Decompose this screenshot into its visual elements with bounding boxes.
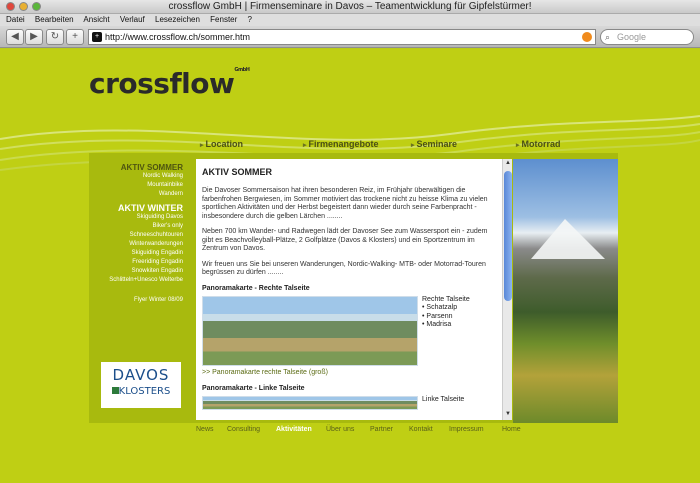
- panorama-map-right-image[interactable]: [202, 296, 418, 366]
- footer-impressum[interactable]: Impressum: [449, 426, 484, 433]
- zoom-window-icon[interactable]: [32, 2, 41, 11]
- footer-home[interactable]: Home: [502, 426, 521, 433]
- site-favicon-icon: +: [92, 32, 102, 42]
- pano2-section: [202, 396, 496, 410]
- nav-firmenangebote[interactable]: ▸ Firmenangebote: [303, 139, 378, 149]
- leftnav-bikers-only[interactable]: Biker's only: [152, 223, 183, 229]
- mountain-meadow-photo: [513, 159, 618, 423]
- pano1-item-parsenn: • Parsenn: [422, 313, 470, 322]
- main-content: [196, 159, 502, 420]
- pano1-list: [422, 296, 470, 366]
- window-title: crossflow GmbH | Firmenseminare in Davos – Teamentwicklung für Gipfelstürmer!: [168, 1, 532, 12]
- leftnav-skiguiding-engadin[interactable]: Skiguiding Engadin: [131, 250, 183, 256]
- scroll-down-icon[interactable]: ▼: [505, 411, 511, 417]
- leftnav-aktiv-winter[interactable]: AKTIV WINTER: [118, 203, 183, 213]
- forward-button[interactable]: ▶: [25, 29, 43, 45]
- footer-partner[interactable]: Partner: [370, 426, 393, 433]
- leftnav-nordic-walking[interactable]: Nordic Walking: [142, 173, 183, 179]
- menu-datei[interactable]: Datei: [6, 15, 25, 24]
- left-navigation: [89, 159, 195, 303]
- scroll-up-icon[interactable]: ▲: [505, 160, 511, 166]
- add-bookmark-button[interactable]: +: [66, 29, 84, 45]
- content-paragraph-3: Wir freuen uns Sie bei unseren Wanderungen, Nordic-Walking- MTB- oder Motorrad-Touren begrüssen zu dürfen ........: [202, 260, 486, 276]
- leftnav-flyer-winter[interactable]: Flyer Winter 08/09: [133, 297, 183, 303]
- davos-klosters-logo[interactable]: [101, 362, 181, 408]
- search-input[interactable]: [600, 29, 694, 45]
- content-paragraph-1: Die Davoser Sommersaison hat ihren besonderen Reiz, im Frühjahr überwältigen die farbenfrohen Bergwiesen, im Sommer motiviert das trockene nicht zu heisse Klima zu vielen sportlichen Aktivitäten und der Herbst begeistert dann wieder durch seine Farbenpracht - insbesondere durch die gelben Lärchen ........: [202, 187, 488, 220]
- footer-kontakt[interactable]: Kontakt: [409, 426, 433, 433]
- nav-motorrad[interactable]: ▸ Motorrad: [516, 139, 560, 149]
- search-icon: ⌕: [605, 32, 611, 42]
- mountain-peak-shape: [531, 219, 605, 259]
- leftnav-snowkiten-engadin[interactable]: Snowkiten Engadin: [131, 268, 183, 274]
- url-text: http://www.crossflow.ch/sommer.htm: [105, 32, 251, 42]
- pano2-list-title: Linke Talseite: [422, 395, 465, 403]
- menu-verlauf[interactable]: Verlauf: [119, 15, 145, 24]
- pano1-section: [202, 296, 496, 366]
- leftnav-wandern[interactable]: Wandern: [158, 191, 183, 197]
- nav-location[interactable]: ▸ Location: [200, 139, 243, 149]
- close-window-icon[interactable]: [6, 2, 15, 11]
- leftnav-freeriding-engadin[interactable]: Freeriding Engadin: [132, 259, 183, 265]
- nav-seminare[interactable]: ▸ Seminare: [411, 139, 457, 149]
- content-heading: AKTIV SOMMER: [202, 167, 273, 177]
- top-navigation: [0, 139, 700, 151]
- back-button[interactable]: ◀: [6, 29, 24, 45]
- pano1-item-schatzalp: • Schatzalp: [422, 304, 470, 313]
- leftnav-skiguiding-davos[interactable]: Skiguiding Davos: [136, 214, 183, 220]
- footer-consulting[interactable]: Consulting: [227, 426, 261, 433]
- web-page: [0, 49, 700, 483]
- leftnav-winterwanderungen[interactable]: Winterwanderungen: [129, 241, 183, 247]
- panorama-map-left-image[interactable]: [202, 396, 418, 410]
- menu-bearbeiten[interactable]: Bearbeiten: [34, 15, 74, 24]
- leftnav-mountainbike[interactable]: Mountainbike: [147, 182, 183, 188]
- url-input[interactable]: [88, 29, 596, 45]
- scrollbar-thumb[interactable]: [504, 171, 512, 301]
- footer-navigation: [0, 426, 700, 436]
- pano1-title: Panoramakarte - Rechte Talseite: [202, 284, 310, 292]
- footer-ueber-uns[interactable]: Über uns: [326, 426, 355, 433]
- pano1-list-title: Rechte Talseite: [422, 295, 470, 303]
- window-controls: [6, 2, 41, 11]
- rss-icon[interactable]: [582, 32, 592, 42]
- davos-logo-text: DAVOS: [112, 366, 170, 384]
- klosters-logo-text: KLOSTERS: [118, 386, 171, 397]
- content-paragraph-2: Neben 700 km Wander- und Radwegen lädt der Davoser See zum Wassersport ein - zudem gibt es Beachvolleyball-Plätze, 2 Golfplätze (Davos & Klosters) und ein Sportzentrum im Zentrum von Davos.: [202, 228, 488, 252]
- leftnav-schlitteln-unesco[interactable]: Schlitteln+Unesco Welterbe: [109, 277, 183, 283]
- pano2-list: [422, 396, 464, 410]
- menu-lesezeichen[interactable]: Lesezeichen: [155, 15, 200, 24]
- content-scrollbar[interactable]: [502, 159, 512, 420]
- menu-fenster[interactable]: Fenster: [210, 15, 238, 24]
- crossflow-logo[interactable]: crossflow$^{GmbH}$: [89, 67, 250, 100]
- klosters-square-icon: [112, 387, 119, 394]
- menu-bar: [0, 14, 700, 26]
- leftnav-schneeschuhtouren[interactable]: Schneeschuhtouren: [129, 232, 183, 238]
- pano1-item-madrisa: • Madrisa: [422, 321, 470, 330]
- search-placeholder: Google: [617, 32, 647, 42]
- pano1-large-link[interactable]: >> Panoramakarte rechte Talseite (groß): [202, 368, 328, 376]
- leftnav-aktiv-sommer[interactable]: AKTIV SOMMER: [120, 163, 183, 172]
- browser-toolbar: [0, 26, 700, 48]
- minimize-window-icon[interactable]: [19, 2, 28, 11]
- window-titlebar: [0, 0, 700, 14]
- reload-button[interactable]: ↻: [46, 29, 64, 45]
- footer-news[interactable]: News: [196, 426, 214, 433]
- footer-aktivitaeten[interactable]: Aktivitäten: [276, 426, 312, 433]
- pano2-title: Panoramakarte - Linke Talseite: [202, 384, 305, 392]
- menu-help[interactable]: ?: [247, 15, 252, 24]
- menu-ansicht[interactable]: Ansicht: [83, 15, 110, 24]
